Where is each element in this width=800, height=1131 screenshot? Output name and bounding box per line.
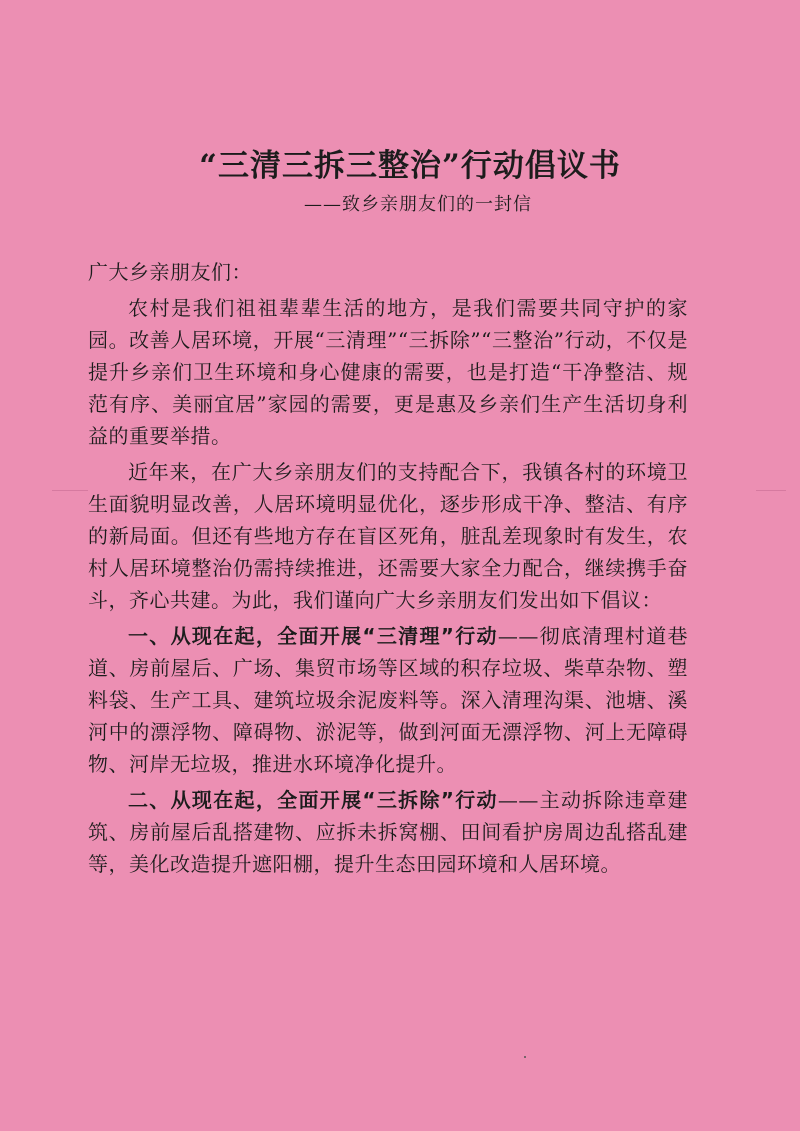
- margin-mark-left: [52, 490, 88, 491]
- page-dot: [524, 1056, 526, 1058]
- proposal-item-1-lead: 一、从现在起，全面开展“三清理”行动: [128, 624, 498, 648]
- proposal-item-2: [88, 784, 688, 880]
- document-body: [88, 256, 688, 884]
- proposal-item-2-lead: 二、从现在起，全面开展“三拆除”行动: [128, 788, 498, 812]
- proposal-item-1: [88, 620, 688, 780]
- paragraph-background: 近年来，在广大乡亲朋友们的支持配合下，我镇各村的环境卫生面貌明显改善，人居环境明显优化，逐步形成干净、整洁、有序的新局面。但还有些地方存在盲区死角，脏乱差现象时有发生，农村人居环境整治仍需持续推进，还需要大家全力配合，继续携手奋斗，齐心共建。为此，我们谨向广大乡亲朋友们发出如下倡议：: [88, 460, 688, 612]
- proposal-item-1-text: ——彻底清理村道巷道、房前屋后、广场、集贸市场等区域的积存垃圾、柴草杂物、塑料袋、生产工具、建筑垃圾余泥废料等。深入清理沟渠、池塘、溪河中的漂浮物、障碍物、淤泥等，做到河面无漂浮物、河上无障碍物、河岸无垃圾，推进水环境净化提升。: [88, 624, 689, 776]
- margin-mark-right: [756, 490, 786, 491]
- document-title: “三清三拆三整治”行动倡议书: [199, 148, 621, 184]
- document-subtitle: ——致乡亲朋友们的一封信: [304, 194, 532, 215]
- salutation: 广大乡亲朋友们：: [88, 260, 252, 284]
- paragraph-intro: 农村是我们祖祖辈辈生活的地方，是我们需要共同守护的家园。改善人居环境，开展“三清理”“三拆除”“三整治”行动，不仅是提升乡亲们卫生环境和身心健康的需要，也是打造“干净整洁、规范有序、美丽宜居”家园的需要，更是惠及乡亲们生产生活切身利益的重要举措。: [88, 296, 688, 448]
- proposal-item-2-text: ——主动拆除违章建筑、房前屋后乱搭建物、应拆未拆窝棚、田间看护房周边乱搭乱建等，美化改造提升遮阳棚，提升生态田园环境和人居环境。: [88, 788, 689, 876]
